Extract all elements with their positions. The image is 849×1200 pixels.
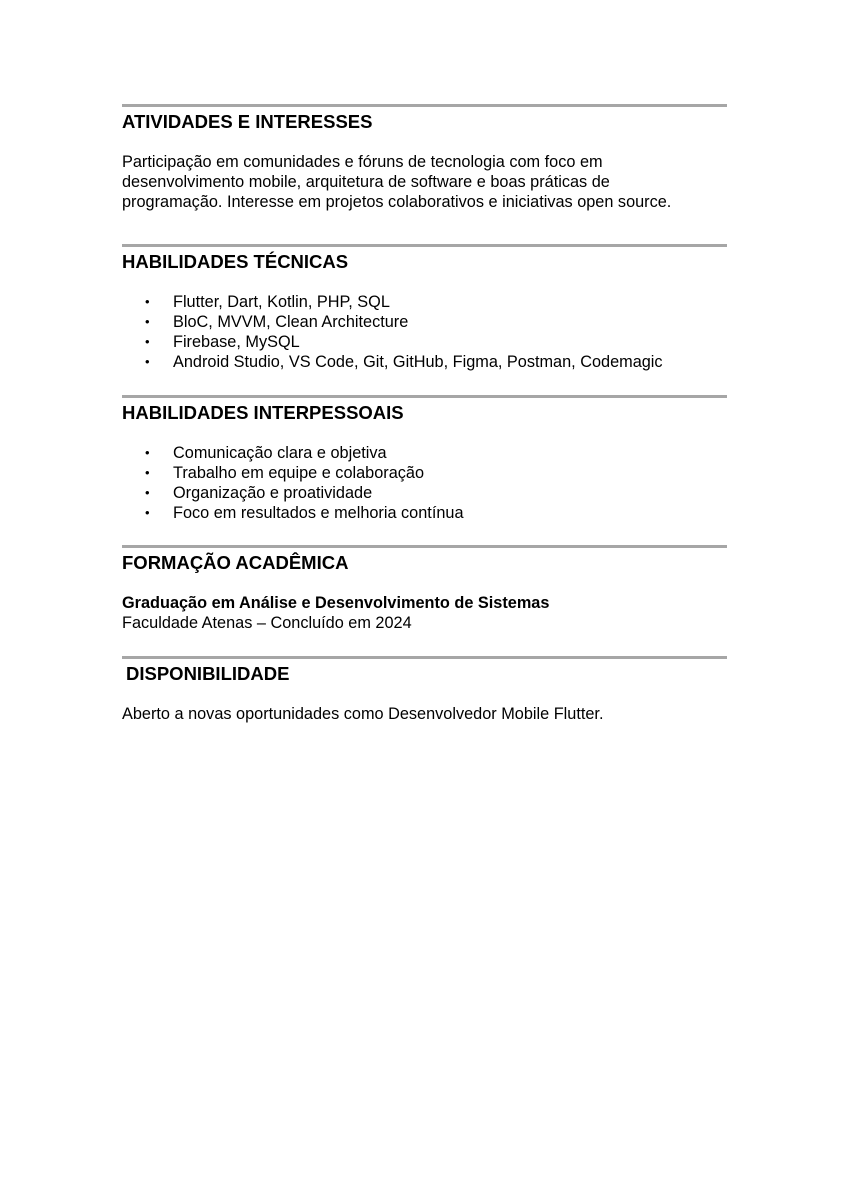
paragraph-line: desenvolvimento mobile, arquitetura de software e boas práticas de bbox=[122, 173, 610, 191]
list-item-text: Flutter, Dart, Kotlin, PHP, SQL bbox=[173, 293, 390, 311]
availability-text bbox=[122, 704, 727, 724]
list-item bbox=[122, 463, 727, 483]
bullet-icon: • bbox=[145, 505, 150, 520]
bullet-icon: • bbox=[145, 465, 150, 480]
list-item-text: BloC, MVVM, Clean Architecture bbox=[173, 313, 409, 331]
section-divider bbox=[122, 545, 727, 548]
section-divider bbox=[122, 104, 727, 107]
bullet-icon: • bbox=[145, 445, 150, 460]
section-title: HABILIDADES INTERPESSOAIS bbox=[122, 402, 404, 423]
technical-skills-list bbox=[122, 292, 727, 372]
bullet-icon: • bbox=[145, 354, 150, 369]
institution-line: Faculdade Atenas – Concluído em 2024 bbox=[122, 614, 412, 632]
section-title: ATIVIDADES E INTERESSES bbox=[122, 111, 373, 132]
section-title: HABILIDADES TÉCNICAS bbox=[122, 251, 349, 272]
section-divider bbox=[122, 395, 727, 398]
list-item-text: Android Studio, VS Code, Git, GitHub, Figma, Postman, Codemagic bbox=[173, 353, 663, 371]
paragraph-line: Aberto a novas oportunidades como Desenvolvedor Mobile Flutter. bbox=[122, 705, 604, 723]
list-item bbox=[122, 292, 727, 312]
list-item-text: Comunicação clara e objetiva bbox=[173, 444, 387, 462]
bullet-icon: • bbox=[145, 294, 150, 309]
activities-paragraph bbox=[122, 152, 727, 212]
section-divider bbox=[122, 244, 727, 247]
paragraph-line: Participação em comunidades e fóruns de tecnologia com foco em bbox=[122, 153, 603, 171]
list-item bbox=[122, 332, 727, 352]
soft-skills-list bbox=[122, 443, 727, 523]
paragraph-line: programação. Interesse em projetos colaborativos e iniciativas open source. bbox=[122, 193, 672, 211]
bullet-icon: • bbox=[145, 485, 150, 500]
bullet-icon: • bbox=[145, 314, 150, 329]
section-title: DISPONIBILIDADE bbox=[126, 663, 290, 684]
degree-title: Graduação em Análise e Desenvolvimento de Sistemas bbox=[122, 594, 550, 612]
list-item bbox=[122, 443, 727, 463]
list-item bbox=[122, 483, 727, 503]
section-title: FORMAÇÃO ACADÊMICA bbox=[122, 552, 349, 573]
list-item-text: Firebase, MySQL bbox=[173, 333, 300, 351]
education-entry bbox=[122, 593, 727, 633]
list-item bbox=[122, 503, 727, 523]
list-item bbox=[122, 312, 727, 332]
list-item bbox=[122, 352, 727, 372]
list-item-text: Trabalho em equipe e colaboração bbox=[173, 464, 425, 482]
list-item-text: Organização e proatividade bbox=[173, 484, 373, 502]
section-divider bbox=[122, 656, 727, 659]
list-item-text: Foco em resultados e melhoria contínua bbox=[173, 504, 464, 522]
bullet-icon: • bbox=[145, 334, 150, 349]
